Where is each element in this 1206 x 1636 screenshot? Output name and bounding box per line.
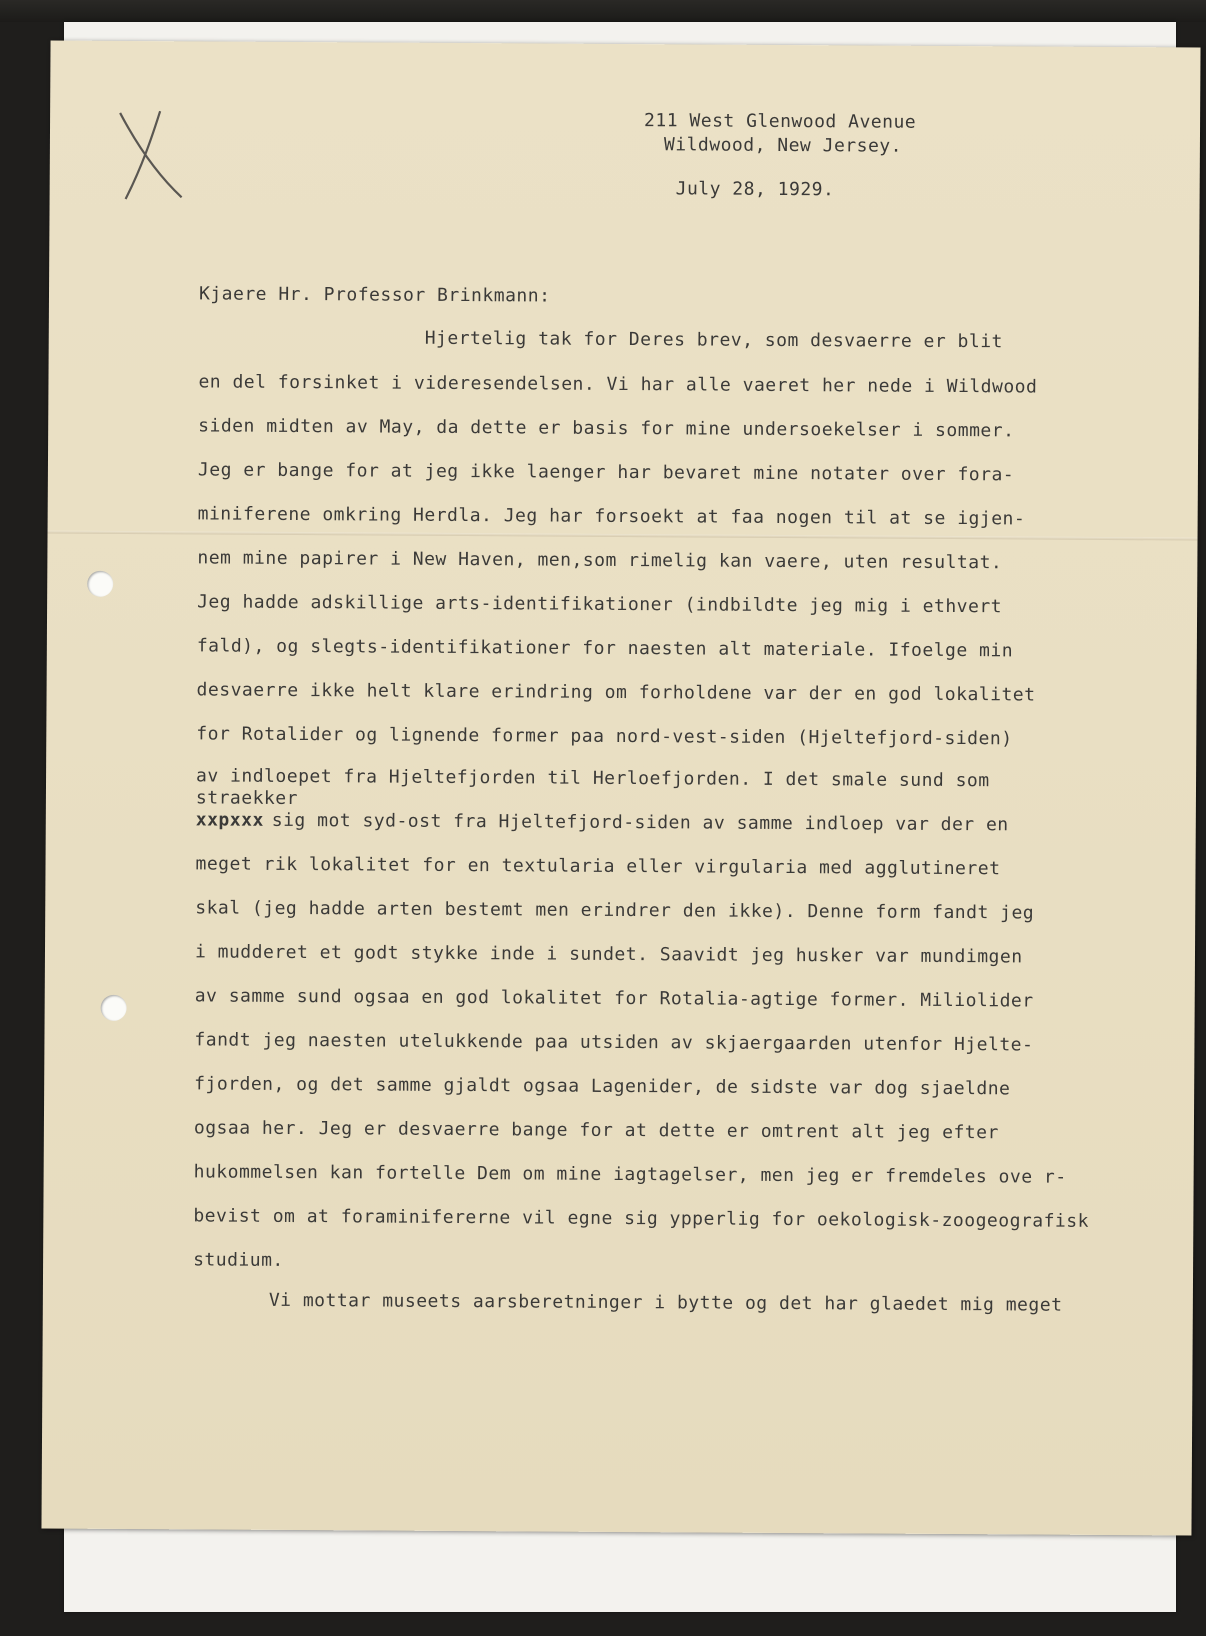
salutation: Kjaere Hr. Professor Brinkmann: bbox=[198, 283, 551, 307]
body-line: for Rotalider og lignende former paa nord-vest-siden (Hjeltefjord-siden) bbox=[196, 723, 1013, 750]
sender-address-line1: 211 West Glenwood Avenue bbox=[644, 110, 917, 133]
body-line: studium. bbox=[193, 1249, 284, 1271]
body-line: nem mine papirer i New Haven, men,som rimelig kan vaere, uten resultat. bbox=[197, 547, 1003, 574]
body-line: Hjertelig tak for Deres brev, som desvaerre er blit bbox=[424, 327, 1003, 353]
body-line: desvaerre ikke helt klare erindring om forholdene var der en god lokalitet bbox=[196, 679, 1036, 706]
body-line: fald), og slegts-identifikationer for naesten alt materiale. Ifoelge min bbox=[196, 635, 1014, 662]
body-line: Jeg hadde adskillige arts-identifikationer (indbildte jeg mig i ethvert bbox=[197, 591, 1003, 618]
sender-address-line2: Wildwood, New Jersey. bbox=[663, 134, 903, 157]
body-line: Vi mottar museets aarsberetninger i bytte og det har glaedet mig meget bbox=[268, 1289, 1063, 1316]
body-line: skal (jeg hadde arten bestemt men erindrer den ikke). Denne form fandt jeg bbox=[195, 897, 1035, 924]
punch-hole bbox=[101, 995, 127, 1021]
body-line: sig mot syd-ost fra Hjeltefjord-siden av samme indloep var der en bbox=[271, 809, 1009, 836]
body-line: en del forsinket i videresendelsen. Vi har alle vaeret her nede i Wildwood bbox=[198, 371, 1038, 398]
struck-out-word: xxpxxx bbox=[195, 809, 264, 831]
body-line: i mudderet et godt stykke inde i sundet. Saavidt jeg husker var mundimgen bbox=[194, 941, 1023, 968]
body-line: siden midten av May, da dette er basis for mine undersoekelser i sommer. bbox=[198, 415, 1015, 442]
body-line: fandt jeg naesten utelukkende paa utsiden av skjaergaarden utenfor Hjelte- bbox=[194, 1029, 1034, 1056]
body-line: miniferene omkring Herdla. Jeg har forsoekt at faa nogen til at se igjen- bbox=[197, 503, 1026, 530]
body-line: ogsaa her. Jeg er desvaerre bange for at dette er omtrent alt jeg efter bbox=[193, 1117, 999, 1144]
body-line: Jeg er bange for at jeg ikke laenger har bevaret mine notater over fora- bbox=[197, 459, 1015, 486]
body-line: hukommelsen kan fortelle Dem om mine iagtagelser, men jeg er fremdeles ove r- bbox=[193, 1161, 1067, 1188]
letter-page bbox=[41, 41, 1200, 1536]
interlinear-insertion: straekker bbox=[195, 787, 299, 810]
body-line: av indloepet fra Hjeltefjorden til Herloefjorden. I det smale sund som bbox=[196, 765, 990, 792]
paper-fold bbox=[48, 530, 1198, 540]
body-line: bevist om at foraminifererne vil egne sig ypperlig for oekologisk-zoogeografisk bbox=[193, 1205, 1090, 1232]
body-line: fjorden, og det samme gjaldt ogsaa Lagenider, de sidste var dog sjaeldne bbox=[194, 1073, 1011, 1100]
body-line: av samme sund ogsaa en god lokalitet for Rotalia-agtige former. Miliolider bbox=[194, 985, 1034, 1012]
archive-backdrop bbox=[0, 0, 1206, 22]
body-line: meget rik lokalitet for en textularia eller virgularia med agglutineret bbox=[195, 853, 1001, 880]
letter-date: July 28, 1929. bbox=[675, 178, 835, 201]
pencil-x-mark bbox=[116, 107, 187, 201]
punch-hole bbox=[87, 571, 113, 597]
